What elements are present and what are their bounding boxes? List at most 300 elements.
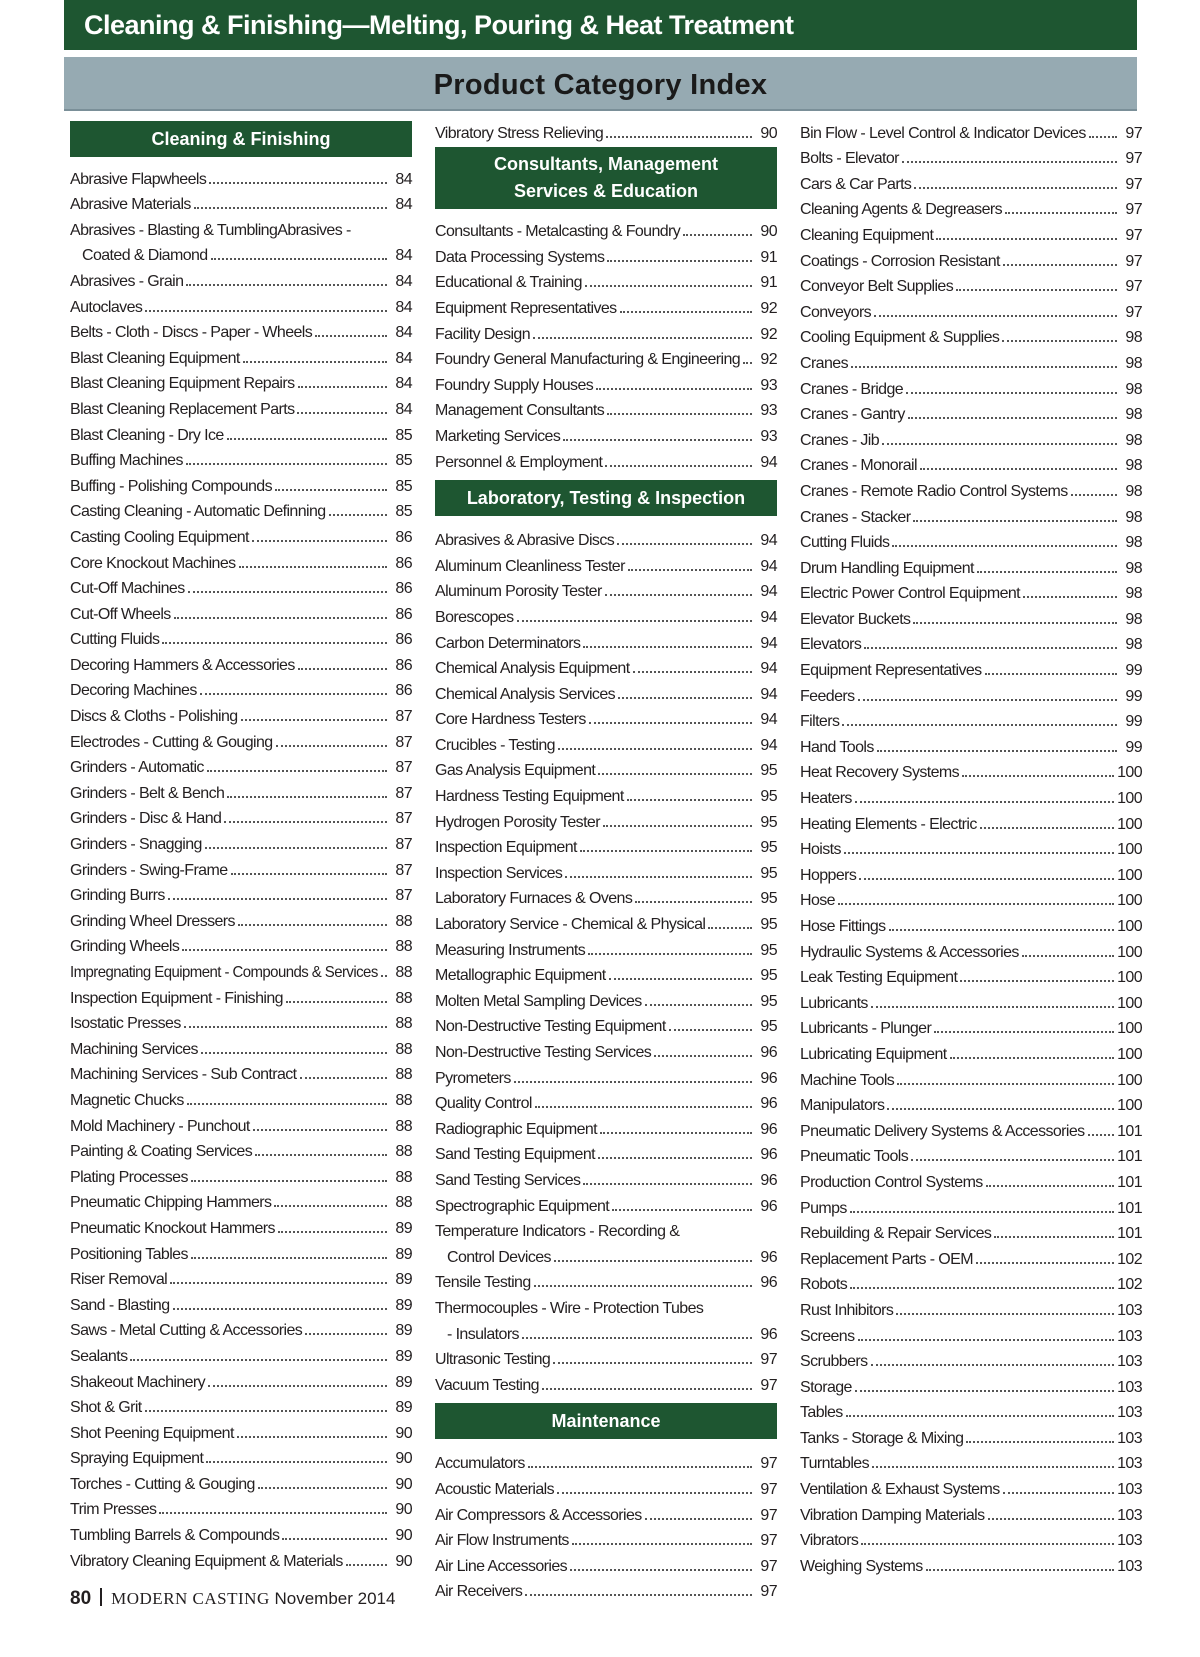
dot-leader [237, 1436, 387, 1438]
entry-name: Hoists [800, 841, 841, 859]
dot-leader [846, 1415, 1114, 1417]
entry-page-number: 94 [760, 557, 777, 575]
index-entry [800, 1294, 1142, 1320]
index-entry [70, 1110, 412, 1136]
entry-page-number: 85 [395, 452, 412, 470]
entry-name: Management Consultants [435, 402, 605, 420]
dot-leader [936, 238, 1117, 240]
index-entry [435, 601, 777, 627]
index-entry [800, 501, 1142, 527]
entry-page-number: 89 [395, 1296, 412, 1314]
entry-name: Cranes - Gantry [800, 406, 905, 424]
entry-name: Vibrators [800, 1532, 859, 1550]
entry-page-number: 97 [760, 1506, 777, 1524]
entry-name: Buffing - Polishing Compounds [70, 477, 272, 495]
index-column-1 [70, 117, 412, 1571]
entry-name: Cutting Fluids [800, 534, 890, 552]
dot-leader [522, 1337, 752, 1339]
dot-leader [194, 207, 387, 209]
index-entry [800, 1218, 1142, 1244]
entry-page-number: 97 [760, 1480, 777, 1498]
entry-page-number: 90 [760, 223, 777, 241]
entry-name: Hand Tools [800, 738, 874, 756]
dot-leader [200, 693, 387, 695]
page-footer [70, 1586, 395, 1612]
entry-page-number: 103 [1117, 1481, 1142, 1499]
entry-page-number: 94 [760, 660, 777, 678]
entry-name: Positioning Tables [70, 1245, 188, 1263]
entry-name: Cars & Car Parts [800, 175, 912, 193]
dot-leader [227, 438, 387, 440]
index-entry [800, 1397, 1142, 1423]
entry-page-number: 96 [760, 1044, 777, 1061]
dot-leader [844, 852, 1114, 854]
entry-page-number: 84 [395, 196, 412, 214]
dot-leader [635, 901, 752, 903]
entry-name: Laboratory Furnaces & Ovens [435, 890, 633, 908]
entry-name: Grinders - Belt & Bench [70, 784, 225, 802]
entry-page-number: 100 [1117, 1020, 1142, 1038]
dot-leader [976, 1262, 1114, 1264]
entry-name: Hydraulic Systems & Accessories [800, 943, 1019, 961]
index-entry [70, 573, 412, 599]
entry-page-number: 84 [395, 349, 412, 367]
entry-name: Aluminum Cleanliness Tester [435, 557, 625, 575]
entry-page-number: 101 [1117, 1148, 1142, 1166]
index-entry [435, 369, 777, 395]
index-entry [435, 653, 777, 679]
index-entry [70, 700, 412, 726]
dot-leader [962, 775, 1114, 777]
index-column-3 [800, 117, 1142, 1576]
entry-name: Sand Testing Equipment [435, 1146, 595, 1164]
dot-leader [130, 1359, 387, 1361]
index-entry [435, 1369, 777, 1395]
entry-page-number: 87 [395, 759, 412, 777]
dot-leader [874, 315, 1117, 317]
dot-leader [645, 1004, 752, 1006]
entry-page-number: 88 [395, 938, 412, 956]
index-entry [435, 1525, 777, 1551]
entry-page-number: 84 [395, 298, 412, 316]
entry-page-number: 98 [1125, 482, 1142, 500]
dot-leader [517, 620, 753, 622]
entry-page-number: 100 [1117, 994, 1142, 1012]
entry-page-number: 88 [395, 1091, 412, 1109]
dot-leader [596, 388, 752, 390]
entry-name: Bin Flow - Level Control & Indicator Devices [800, 124, 1086, 142]
index-entry [70, 317, 412, 343]
dot-leader [864, 647, 1117, 649]
entry-page-number: 84 [395, 400, 412, 418]
entry-page-number: 94 [760, 634, 777, 652]
index-entry [70, 368, 412, 394]
entry-page-number: 87 [395, 708, 412, 726]
entry-page-number: 97 [760, 1583, 777, 1601]
dot-leader [858, 699, 1118, 701]
entry-name: Accumulators [435, 1455, 525, 1473]
section-heading-line: Services & Education [513, 180, 699, 201]
dot-leader [902, 161, 1117, 163]
footer-divider [100, 1588, 102, 1606]
entry-name: Spraying Equipment [70, 1450, 204, 1468]
index-entry [435, 934, 777, 960]
entry-page-number: 100 [1117, 1071, 1142, 1089]
entry-name: Tensile Testing [435, 1274, 531, 1292]
entry-page-number: 90 [760, 124, 777, 142]
entry-name: Leak Testing Equipment [800, 969, 958, 987]
entry-name: Vibratory Cleaning Equipment & Materials [70, 1552, 343, 1570]
entry-page-number: 91 [760, 274, 777, 292]
entry-page-number: 98 [1125, 534, 1142, 552]
index-entry [70, 1443, 412, 1469]
index-entry [70, 1289, 412, 1315]
index-entry [800, 527, 1142, 553]
entry-page-number: 90 [395, 1475, 412, 1493]
dot-leader [191, 1180, 387, 1182]
dot-leader [618, 697, 752, 699]
entry-page-number: 96 [760, 1248, 777, 1266]
entry-page-number: 98 [1125, 610, 1142, 628]
index-entry [800, 347, 1142, 373]
entry-name: Cooling Equipment & Supplies [800, 329, 1000, 347]
index-entry [70, 931, 412, 957]
entry-page-number: 98 [1125, 508, 1142, 526]
index-entry [435, 267, 777, 293]
entry-name: Feeders [800, 687, 855, 705]
entry-page-number: 97 [1125, 124, 1142, 142]
entry-page-number: 88 [395, 912, 412, 930]
dot-leader [882, 443, 1117, 445]
dot-leader [278, 1231, 387, 1233]
index-entry [435, 1576, 777, 1602]
entry-page-number: 94 [760, 685, 777, 703]
entry-page-number: 98 [1125, 559, 1142, 577]
entry-name: Blast Cleaning - Dry Ice [70, 426, 224, 444]
entry-page-number: 97 [760, 1557, 777, 1575]
entry-name: Robots [800, 1276, 848, 1294]
dot-leader [1002, 340, 1117, 342]
index-entry [70, 828, 412, 854]
index-entry [435, 1088, 777, 1114]
entry-name: Decoring Hammers & Accessories [70, 656, 295, 674]
index-entry [70, 982, 412, 1008]
index-entry [435, 1318, 777, 1344]
dot-leader [572, 1543, 752, 1545]
entry-name: Electrodes - Cutting & Gouging [70, 733, 273, 751]
index-entry [800, 1499, 1142, 1525]
entry-name: Aluminum Porosity Tester [435, 583, 602, 601]
dot-leader [528, 1466, 752, 1468]
dot-leader [565, 876, 752, 878]
entry-name: Coatings - Corrosion Resistant [800, 252, 1000, 270]
index-entry [435, 883, 777, 909]
index-entry [70, 1468, 412, 1494]
entry-name: Inspection Equipment - Finishing [70, 989, 283, 1007]
dot-leader [669, 1029, 752, 1031]
index-banner [64, 57, 1137, 111]
entry-name: Torches - Cutting & Gouging [70, 1475, 255, 1493]
entry-page-number: 85 [395, 503, 412, 521]
dot-leader [211, 258, 387, 260]
index-entry [800, 219, 1142, 245]
dot-leader [542, 1388, 752, 1390]
entry-page-number: 100 [1117, 815, 1142, 833]
magazine-name: MODERN CASTING [111, 1589, 270, 1608]
index-entry [70, 163, 412, 189]
entry-name: Casting Cooling Equipment [70, 528, 249, 546]
entry-page-number: 89 [395, 1347, 412, 1365]
index-entry [70, 956, 412, 982]
entry-page-number: 103 [1117, 1353, 1142, 1371]
entry-page-number: 95 [760, 813, 777, 831]
entry-name: Heating Elements - Electric [800, 815, 977, 833]
index-entry [800, 808, 1142, 834]
entry-name: Crucibles - Testing [435, 736, 555, 754]
dot-leader [588, 953, 752, 955]
dot-leader [683, 234, 752, 236]
entry-page-number: 97 [1125, 175, 1142, 193]
dot-leader [914, 187, 1117, 189]
entry-page-number: 85 [395, 477, 412, 495]
index-entry [800, 1141, 1142, 1167]
dot-leader [598, 1157, 752, 1159]
page-number: 80 [70, 1588, 92, 1609]
index-entry [800, 475, 1142, 501]
index-entry [70, 752, 412, 778]
entry-page-number: 88 [395, 964, 412, 981]
entry-page-number: 100 [1117, 943, 1142, 961]
entry-page-number: 100 [1117, 892, 1142, 910]
index-entry [70, 598, 412, 624]
entry-page-number: 96 [760, 1325, 777, 1343]
dot-leader [994, 1236, 1114, 1238]
dot-leader [188, 591, 387, 593]
index-entry [800, 168, 1142, 194]
entry-page-number: 93 [760, 402, 777, 420]
index-entry-line [435, 1216, 777, 1242]
entry-page-number: 92 [760, 351, 777, 369]
dot-leader [186, 463, 387, 465]
index-entry [70, 803, 412, 829]
entry-name: Isostatic Presses [70, 1015, 181, 1033]
entry-page-number: 95 [760, 864, 777, 882]
entry-name: Non-Destructive Testing Services [435, 1044, 652, 1061]
dot-leader [850, 1287, 1114, 1289]
dot-leader [297, 412, 387, 414]
index-entry [435, 344, 777, 370]
dot-leader [329, 514, 387, 516]
entry-name: Abrasives - Blasting & TumblingAbrasives - [70, 221, 351, 239]
entry-name: Air Line Accessories [435, 1557, 568, 1575]
entry-page-number: 101 [1117, 1173, 1142, 1191]
entry-page-number: 101 [1117, 1122, 1142, 1140]
entry-name: Grinders - Snagging [70, 836, 202, 854]
entry-name: Cut-Off Machines [70, 580, 185, 598]
index-entry [800, 1550, 1142, 1576]
index-entry [435, 1113, 777, 1139]
dot-leader [570, 1569, 752, 1571]
index-entry [435, 550, 777, 576]
dot-leader [986, 1185, 1114, 1187]
entry-page-number: 98 [1125, 636, 1142, 654]
entry-page-number: 95 [760, 839, 777, 857]
entry-page-number: 92 [760, 325, 777, 343]
dot-leader [855, 801, 1114, 803]
entry-page-number: 88 [395, 1194, 412, 1212]
entry-page-number: 97 [760, 1532, 777, 1550]
entry-page-number: 86 [395, 631, 412, 649]
entry-name: Educational & Training [435, 274, 582, 292]
entry-name: Blast Cleaning Replacement Parts [70, 400, 295, 418]
entry-page-number: 97 [1125, 278, 1142, 296]
dot-leader [275, 489, 387, 491]
index-entry [800, 962, 1142, 988]
dot-leader [920, 468, 1117, 470]
index-entry [70, 1136, 412, 1162]
dot-leader [174, 617, 387, 619]
entry-page-number: 103 [1117, 1301, 1142, 1319]
index-entry [435, 1267, 777, 1293]
entry-name: Cranes - Stacker [800, 508, 911, 526]
dot-leader [628, 569, 752, 571]
index-entry [70, 265, 412, 291]
index-entry [800, 603, 1142, 629]
entry-page-number: 100 [1117, 866, 1142, 884]
index-entry [800, 1473, 1142, 1499]
dot-leader [609, 978, 752, 980]
entry-page-number: 102 [1117, 1276, 1142, 1294]
entry-name: Rust Inhibitors [800, 1301, 894, 1319]
entry-name: Cranes - Monorail [800, 457, 917, 475]
entry-page-number: 94 [760, 608, 777, 626]
entry-name: Vibratory Stress Relieving [435, 124, 604, 142]
section-heading: Laboratory, Testing & Inspection [435, 480, 777, 516]
entry-name: Storage [800, 1378, 852, 1396]
dot-leader [315, 335, 387, 337]
entry-name: Pumps [800, 1199, 847, 1217]
entry-page-number: 100 [1117, 1045, 1142, 1063]
entry-name: Autoclaves [70, 298, 143, 316]
dot-leader [305, 1333, 387, 1335]
entry-name: Grinders - Automatic [70, 759, 204, 777]
entry-name: Measuring Instruments [435, 941, 586, 959]
entry-page-number: 96 [760, 1146, 777, 1164]
entry-name: Abrasive Materials [70, 196, 191, 214]
dot-leader [605, 594, 752, 596]
dot-leader [255, 1154, 387, 1156]
index-entry [435, 1190, 777, 1216]
index-entry [70, 1494, 412, 1520]
dot-leader [224, 821, 387, 823]
entry-page-number: 103 [1117, 1455, 1142, 1473]
dot-leader [580, 850, 752, 852]
section-banner [64, 0, 1137, 50]
index-entry [70, 445, 412, 471]
index-entry [70, 342, 412, 368]
index-entry [800, 885, 1142, 911]
index-entry [800, 424, 1142, 450]
dot-leader [1003, 1492, 1114, 1494]
entry-page-number: 94 [760, 736, 777, 754]
dot-leader [300, 1077, 387, 1079]
entry-name: Turntables [800, 1455, 870, 1473]
index-entry [70, 240, 412, 266]
index-entry [435, 525, 777, 551]
index-entry [800, 1013, 1142, 1039]
index-entry [435, 960, 777, 986]
dot-leader [627, 799, 752, 801]
index-entry [800, 1243, 1142, 1269]
entry-name: Tanks - Storage & Mixing [800, 1429, 964, 1447]
dot-leader [159, 1512, 387, 1514]
entry-name: Grinding Burrs [70, 887, 165, 905]
entry-page-number: 98 [1125, 457, 1142, 475]
entry-name: Painting & Coating Services [70, 1143, 253, 1161]
dot-leader [908, 417, 1117, 419]
entry-name: Cranes - Bridge [800, 380, 904, 398]
index-entry [800, 143, 1142, 169]
entry-name: Bolts - Elevator [800, 150, 899, 168]
entry-name: Cutting Fluids [70, 631, 160, 649]
index-entry [435, 832, 777, 858]
entry-page-number: 97 [1125, 150, 1142, 168]
dot-leader [645, 1518, 752, 1520]
index-entry [70, 1519, 412, 1545]
entry-page-number: 95 [760, 788, 777, 806]
entry-page-number: 93 [760, 376, 777, 394]
index-entry [800, 629, 1142, 655]
entry-page-number: 100 [1117, 918, 1142, 935]
section-banner-title: Cleaning & Finishing—Melting, Pouring & Heat Treatment [84, 10, 794, 40]
entry-name: Acoustic Materials [435, 1480, 555, 1498]
entry-page-number: 87 [395, 784, 412, 802]
entry-name: Control Devices [447, 1248, 551, 1266]
entry-name: Grinding Wheel Dressers [70, 912, 235, 930]
entry-name: Mold Machinery - Punchout [70, 1117, 250, 1135]
dot-leader [238, 924, 387, 926]
entry-name: Foundry Supply Houses [435, 376, 594, 394]
entry-page-number: 87 [395, 810, 412, 828]
index-entry [70, 1315, 412, 1341]
dot-leader [535, 1106, 752, 1108]
dot-leader [1023, 596, 1117, 598]
dot-leader [858, 1339, 1115, 1341]
entry-name: Conveyors [800, 303, 872, 321]
entry-page-number: 103 [1117, 1327, 1142, 1345]
dot-leader [977, 571, 1117, 573]
dot-leader [988, 1518, 1115, 1520]
index-entry [435, 117, 777, 143]
index-entry [800, 1269, 1142, 1295]
entry-name: Lubricating Equipment [800, 1045, 947, 1063]
dot-leader [877, 750, 1117, 752]
dot-leader [598, 773, 752, 775]
dot-leader [851, 366, 1117, 368]
dot-leader [861, 1543, 1114, 1545]
entry-page-number: 103 [1117, 1429, 1142, 1447]
entry-page-number: 96 [760, 1274, 777, 1292]
index-entry [435, 755, 777, 781]
dot-leader [298, 386, 388, 388]
index-entry [435, 292, 777, 318]
entry-name: Consultants - Metalcasting & Foundry [435, 223, 681, 241]
entry-page-number: 85 [395, 426, 412, 444]
entry-page-number: 90 [395, 1527, 412, 1545]
dot-leader [913, 520, 1117, 522]
entry-name: Trim Presses [70, 1501, 157, 1519]
entry-name: Air Receivers [435, 1583, 523, 1601]
